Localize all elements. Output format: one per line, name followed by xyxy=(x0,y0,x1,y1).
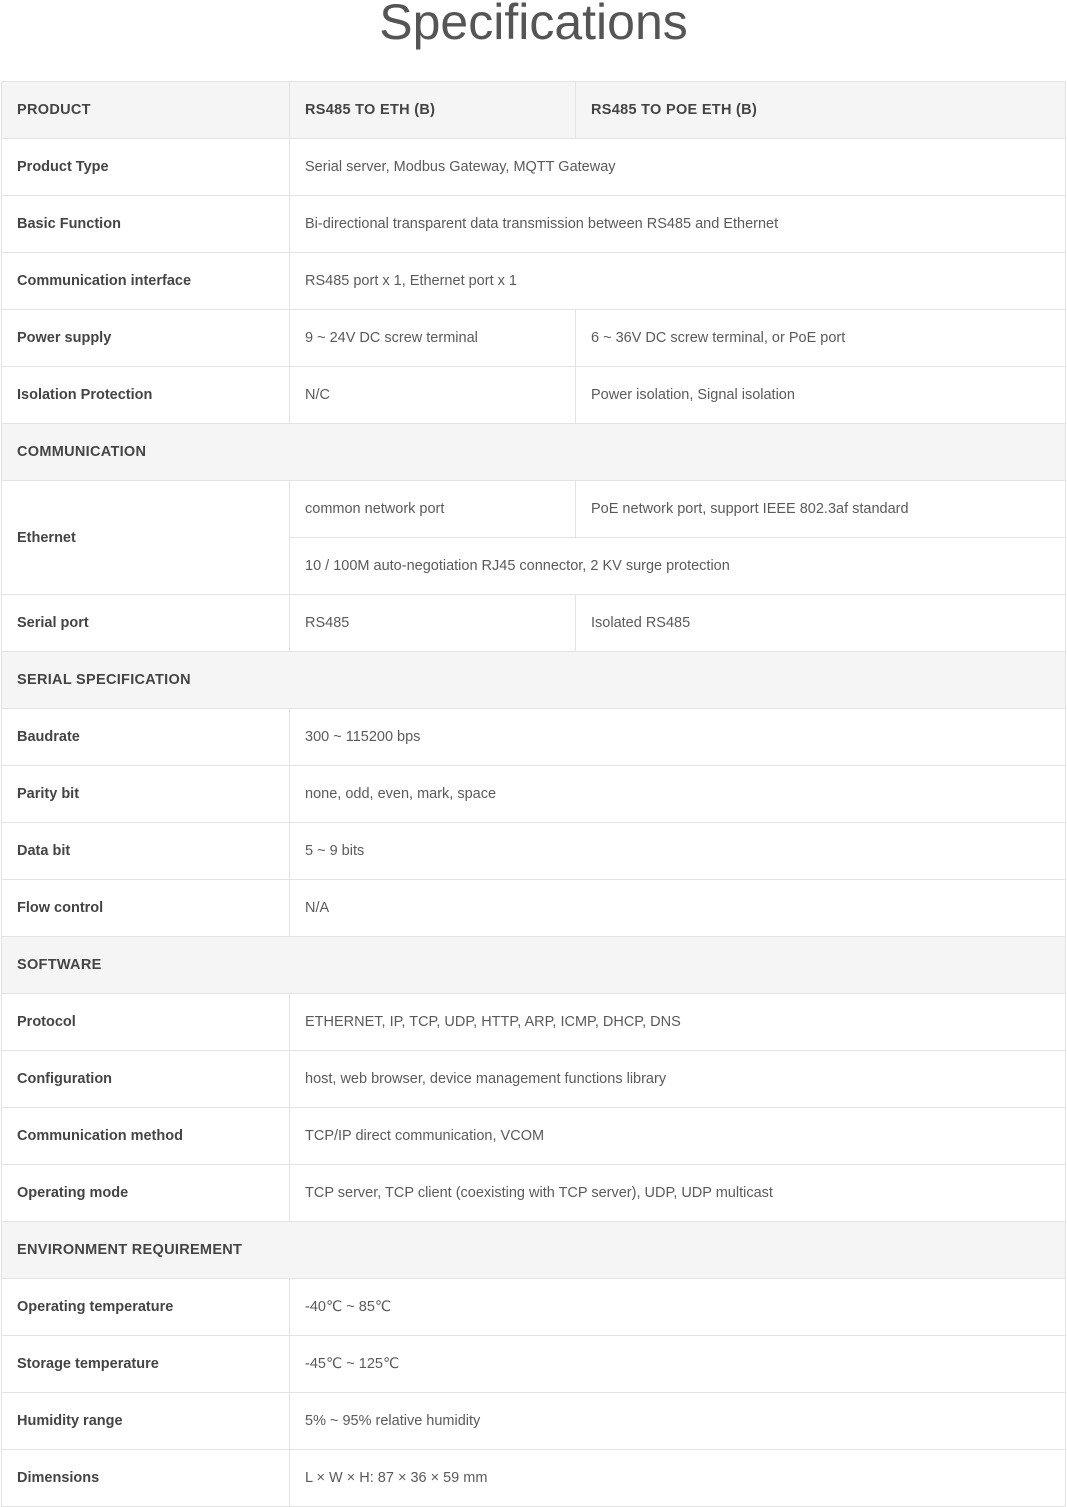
row-value-humidity-range: 5% ~ 95% relative humidity xyxy=(290,1393,1066,1450)
row-label-power-supply: Power supply xyxy=(2,310,290,367)
row-label-product-type: Product Type xyxy=(2,139,290,196)
table-row xyxy=(2,481,1066,538)
row-value-power-supply-a: 9 ~ 24V DC screw terminal xyxy=(290,310,576,367)
row-label-serial-port: Serial port xyxy=(2,595,290,652)
row-value-baudrate: 300 ~ 115200 bps xyxy=(290,709,1066,766)
row-label-protocol: Protocol xyxy=(2,994,290,1051)
section-title-environment: ENVIRONMENT REQUIREMENT xyxy=(2,1222,1066,1279)
row-value-storage-temperature: -45℃ ~ 125℃ xyxy=(290,1336,1066,1393)
table-row xyxy=(2,766,1066,823)
row-value-isolation-protection-b: Power isolation, Signal isolation xyxy=(576,367,1066,424)
section-title-software: SOFTWARE xyxy=(2,937,1066,994)
table-row xyxy=(2,1336,1066,1393)
row-label-communication-method: Communication method xyxy=(2,1108,290,1165)
row-value-parity-bit: none, odd, even, mark, space xyxy=(290,766,1066,823)
row-value-protocol: ETHERNET, IP, TCP, UDP, HTTP, ARP, ICMP, DHCP, DNS xyxy=(290,994,1066,1051)
section-title-serial-specification: SERIAL SPECIFICATION xyxy=(2,652,1066,709)
page-title: Specifications xyxy=(379,0,688,50)
table-row xyxy=(2,1279,1066,1336)
table-row xyxy=(2,310,1066,367)
table-row xyxy=(2,1393,1066,1450)
row-label-configuration: Configuration xyxy=(2,1051,290,1108)
table-row xyxy=(2,709,1066,766)
row-label-operating-temperature: Operating temperature xyxy=(2,1279,290,1336)
table-row xyxy=(2,196,1066,253)
row-value-communication-interface: RS485 port x 1, Ethernet port x 1 xyxy=(290,253,1066,310)
row-value-communication-method: TCP/IP direct communication, VCOM xyxy=(290,1108,1066,1165)
row-value-product-type: Serial server, Modbus Gateway, MQTT Gateway xyxy=(290,139,1066,196)
row-value-basic-function: Bi-directional transparent data transmission between RS485 and Ethernet xyxy=(290,196,1066,253)
section-header-software xyxy=(2,937,1066,994)
table-row xyxy=(2,1165,1066,1222)
row-value-operating-mode: TCP server, TCP client (coexisting with TCP server), UDP, UDP multicast xyxy=(290,1165,1066,1222)
table-row xyxy=(2,139,1066,196)
row-value-ethernet-shared: 10 / 100M auto-negotiation RJ45 connector, 2 KV surge protection xyxy=(290,538,1066,595)
table-row xyxy=(2,367,1066,424)
table-row xyxy=(2,823,1066,880)
row-label-basic-function: Basic Function xyxy=(2,196,290,253)
specifications-table xyxy=(1,81,1066,1507)
row-value-isolation-protection-a: N/C xyxy=(290,367,576,424)
table-row xyxy=(2,595,1066,652)
row-label-data-bit: Data bit xyxy=(2,823,290,880)
row-label-humidity-range: Humidity range xyxy=(2,1393,290,1450)
header-product: PRODUCT xyxy=(2,82,290,139)
row-label-baudrate: Baudrate xyxy=(2,709,290,766)
row-value-power-supply-b: 6 ~ 36V DC screw terminal, or PoE port xyxy=(576,310,1066,367)
row-value-operating-temperature: -40℃ ~ 85℃ xyxy=(290,1279,1066,1336)
section-header-communication xyxy=(2,424,1066,481)
table-row xyxy=(2,880,1066,937)
table-row xyxy=(2,994,1066,1051)
header-model-a: RS485 TO ETH (B) xyxy=(290,82,576,139)
section-title-communication: COMMUNICATION xyxy=(2,424,1066,481)
table-row xyxy=(2,1051,1066,1108)
row-value-serial-port-a: RS485 xyxy=(290,595,576,652)
row-label-operating-mode: Operating mode xyxy=(2,1165,290,1222)
row-label-communication-interface: Communication interface xyxy=(2,253,290,310)
row-label-flow-control: Flow control xyxy=(2,880,290,937)
row-value-ethernet-b: PoE network port, support IEEE 802.3af standard xyxy=(576,481,1066,538)
section-header-serial-specification xyxy=(2,652,1066,709)
table-row xyxy=(2,1108,1066,1165)
row-value-data-bit: 5 ~ 9 bits xyxy=(290,823,1066,880)
row-label-parity-bit: Parity bit xyxy=(2,766,290,823)
table-header-row xyxy=(2,82,1066,139)
row-value-dimensions: L × W × H: 87 × 36 × 59 mm xyxy=(290,1450,1066,1507)
row-value-ethernet-a: common network port xyxy=(290,481,576,538)
row-label-isolation-protection: Isolation Protection xyxy=(2,367,290,424)
section-header-environment xyxy=(2,1222,1066,1279)
row-label-dimensions: Dimensions xyxy=(2,1450,290,1507)
row-label-ethernet: Ethernet xyxy=(2,481,290,595)
header-model-b: RS485 TO POE ETH (B) xyxy=(576,82,1066,139)
table-row xyxy=(2,1450,1066,1507)
row-value-serial-port-b: Isolated RS485 xyxy=(576,595,1066,652)
row-value-flow-control: N/A xyxy=(290,880,1066,937)
row-label-storage-temperature: Storage temperature xyxy=(2,1336,290,1393)
table-row xyxy=(2,253,1066,310)
row-value-configuration: host, web browser, device management functions library xyxy=(290,1051,1066,1108)
